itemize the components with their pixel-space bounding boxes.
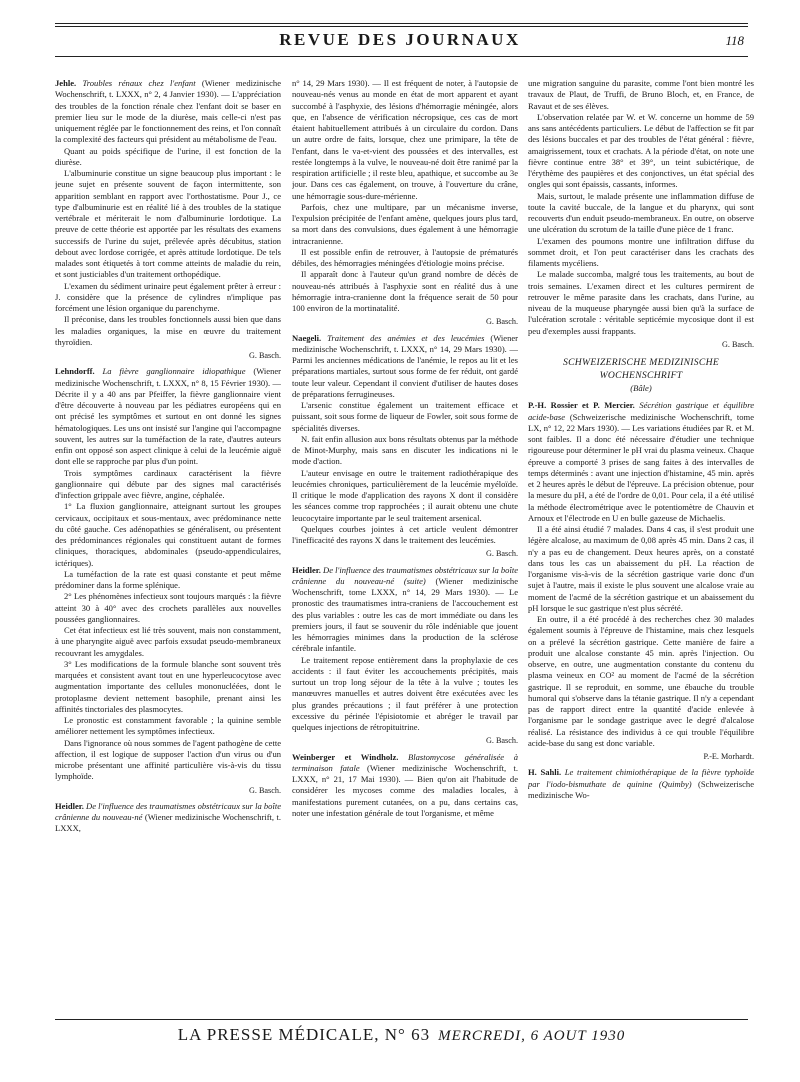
footer-date: MERCREDI, 6 AOUT 1930 (438, 1028, 626, 1044)
article (292, 333, 518, 560)
article-paragraph: La tuméfaction de la rate est quasi constante et peut même prédominer dans la forme splénique. (55, 568, 281, 590)
article-text: (Wiener medizinische Wochenschrift, t. LXXX, (55, 812, 281, 834)
article-paragraph: Le pronostic est constamment favorable ; la quinine semble améliorer nettement les symptômes infectieux. (55, 715, 281, 737)
article-author: Jehle. (55, 78, 77, 88)
article (528, 400, 754, 762)
article-paragraph (55, 366, 281, 467)
article-paragraph: Parfois, chez une multipare, par un mécanisme inverse, l'expulsion précipitée de l'enfant amène, quelques jours plus tard, sa mort dans des convulsions, dues également à une hémorragie intracranienne. (292, 201, 518, 246)
article-paragraph: n° 14, 29 Mars 1930). — Il est fréquent de noter, à l'autopsie de nouveau-nés venus au monde en état de mort apparent et ayant succombé à l'asphyxie, des lésions d'hémorragie méningée, alors que, en l'absence de vérification nécropsique, ces cas de mort étaient habituellement attribués à un circulaire du cordon. Dans un autre ordre de faits, lorsque, chez une primipare, la tête de l'enfant, dans le va-et-vient des poussées et des intervalles, est restée longtemps à la vulve, le nouveau-né doit être ranimé par la respiration artificielle ; il reste bleu, apathique, et succombe au 3e jour. Dans ces cas également, on trouve, à l'ouverture du crâne, une hémorragie sous-dure-mérienne. (292, 78, 518, 201)
article-text: (Wiener medizinische Wochenschrift, t. LXXX, n° 21, 17 Mai 1930). — Bien qu'on ait l'habitude de considérer les mycoses comme des maladies locales, à manifestations purement cutanées, on a pu, dans certains cas, noter une infestation générale de tout l'organisme, et même (292, 762, 518, 818)
article-paragraph: Il est possible enfin de retrouver, à l'autopsie de prématurés débiles, des hémorragies méningées d'étiologie moins précise. (292, 246, 518, 268)
article-title: Blastomycose généralisée à terminaison fatale (292, 751, 518, 773)
article-paragraph: L'auteur envisage en outre le traitement radiothérapique des leucémies chroniques, particulièrement de la leucémie myéloïde. Il critique le mode d'application des rayons X dont il considère les séances comme trop rapprochées ; il aurait obtenu une chute leucocytaire importante par le seul traitement arsenical. (292, 467, 518, 523)
article-title: Sécrétion gastrique et équilibre acide-base (528, 400, 754, 422)
article-text: (Wiener medizinische Wochenschrift, tome LXXX, n° 14, 29 Mars 1930). — Le pronostic des traumatismes intra-craniens de l'accouchement est des plus variables : outre les cas de mort immédiate ou dans les premiers jours, il faut se souvenir du rôle indéniable que jouent les hémorragies minimes dans la production de la sclérose cérébrale infantile. (292, 575, 518, 654)
article-signature: G. Basch. (485, 549, 518, 559)
article-paragraph (292, 565, 518, 655)
article-title: Troubles rénaux chez l'enfant (82, 78, 196, 88)
text-column-2 (292, 78, 518, 1016)
article-paragraph (528, 767, 754, 801)
article-text: (Wiener medizinische Wochenschrift, t. LXXX, n° 2, 4 Janvier 1930). — L'appréciation des troubles de la fonction rénale chez l'enfant doit se baser en premier lieu sur le mode de la diurèse, mais celle-ci n'est pas uniquement réglée par le fonctionnement des reins, et l'on connaît la complexité des facteurs qui président au métabolisme de l'eau. (55, 78, 281, 145)
article-paragraph: Le traitement repose entièrement dans la prophylaxie de ces accidents : il faut éviter les accouchements précipités, mais surtout un trop long séjour de la tête à la vulve ; toutes les manœuvres manuelles et autres doivent être exécutées avec les plus grandes précautions ; il faut préférer à une protection excessive du périnée l'épisiotomie et abréger le travail par quelques injections de rétropituitrine. (292, 654, 518, 732)
article-continuation (528, 78, 754, 350)
article-author: H. Sahli. (528, 767, 562, 778)
article (292, 752, 518, 820)
article-paragraph: L'arsenic constitue également un traitement efficace et puissant, soit sous forme de liqueur de Fowler, soit sous forme de spécialités diverses. (292, 400, 518, 433)
article-signature: G. Basch. (248, 351, 281, 360)
header-rule-bottom (55, 56, 748, 57)
article-title: Le traitement chimiothérapique de la fièvre typhoïde par l'iodo-bismuthate de quinine (Quimby) (528, 767, 754, 789)
article-title: De l'influence des traumatismes obstétricaux sur la boîte crânienne du nouveau-né (suite) (292, 564, 518, 586)
article (528, 767, 754, 801)
article-paragraph (292, 333, 518, 401)
article-signature: P.-E. Morhardt. (703, 752, 754, 761)
article-paragraph: L'examen du sédiment urinaire peut également prêter à erreur : J. considère que la présence de cylindres n'implique pas forcément une lésion organique du parenchyme. (55, 280, 281, 313)
article-title: Traitement des anémies et des leucémies (327, 332, 485, 343)
article-continuation (292, 78, 518, 328)
article-paragraph: Le malade succomba, malgré tous les traitements, au bout de trois semaines. L'examen direct et les cultures permirent de retrouver le même parasite dans les crachats, dans l'urine, au niveau de la muqueuse pharyngée aussi bien qu'à la surface de l'ulcération scrotale : véritable septicémie mycosique dont il est peu d'exemples aussi frappants. (528, 269, 754, 336)
article-author: P.-H. Rossier et P. Mercier. (528, 400, 635, 411)
article-paragraph: Il apparaît donc à l'auteur qu'un grand nombre de décès de nouveau-nés attribués à l'asphyxie sont en réalité dus à une hémorragie intra-cranienne dont la fréquence serait de 50 pour 100 environ de la mortinatalité. (292, 269, 518, 313)
text-column-3 (528, 78, 754, 1016)
article-paragraph: N. fait enfin allusion aux bons résultats obtenus par la méthode de Minot-Murphy, mais sans en discuter les indications ni le mode d'action. (292, 433, 518, 467)
article-text: (Wiener medizinische Wochenschrift, t. LXXX, n° 8, 15 Février 1930). — Décrite il y a 40 ans par Pfeiffer, la fièvre ganglionnaire vient d'être découverte à nouveau par les pédiatres européens qui en ont précisé les symptômes et surtout en ont donné les signes hématologiques. Les uns ont insisté sur l'angine qui l'accompagne souvent, les autres sur la tuméfaction de la rate, d'autres auteurs enfin ont opposé son aspect clinique à celui de la leucémie aiguë dont elle se rapproche par plus d'un point. (55, 366, 281, 467)
footer-journal: LA PRESSE MÉDICALE, N° 63 (177, 1025, 431, 1044)
article-paragraph: Mais, surtout, le malade présente une inflammation diffuse de toute la cavité buccale, de la langue et du pharynx, qui sont recouverts d'un enduit pseudo-membraneux. En outre, on observe une ulcération du scrotum de la taille d'une pièce de 1 franc. (528, 190, 754, 235)
article-author: Naegeli. (292, 332, 322, 343)
header-rule-top (55, 23, 748, 24)
article-paragraph: une migration sanguine du parasite, comme l'ont bien montré les travaux de Plaut, de Truffi, de Bruno Bloch, et, en France, de Ravaut et de ses élèves. (528, 78, 754, 111)
article-paragraph: Quant au poids spécifique de l'urine, il est fonction de la diurèse. (55, 145, 281, 167)
article-title: De l'influence des traumatismes obstétricaux sur la boîte crânienne du nouveau-né (55, 800, 281, 822)
article-signature: G. Basch. (248, 785, 281, 795)
page-footer (55, 1025, 748, 1045)
article-author: Heidler. (55, 800, 84, 811)
section-subheading: (Bâle) (630, 383, 652, 393)
article-paragraph: En outre, il a été procédé à des recherches chez 30 malades également soumis à l'épreuve de l'histamine, mais chez lesquels on a prélevé la sécrétion gastrique. Cette manière de faire a produit une alcalose constante 45 min. après l'injection. Ou observe, en outre, une augmentation constante du contenu du plasma veineux en CO² au moment de l'acmé de la sécrétion gastrique. Il se reproduit, en somme, une ébauche du trouble humoral qui s'observe dans la tétanie gastrique. Il n'y a cependant pas de rapport direct entre la quantité d'acide enlevée à l'organisme par le sondage gastrique avec le degré d'alcalose réalisé. La résistance des individus à ce qui trouble l'équilibre acide-base du sang est donc variable. (528, 614, 754, 748)
article-paragraph: 1° La fluxion ganglionnaire, atteignant surtout les groupes cervicaux, occipitaux et sous-mentaux, avec prédominance nette du côté gauche. Ces adénopathies se généralisent, ou présentent des prédominances régionales qui constituent autant de formes cliniques, thoraciques, abdominales (pseudo-appendiculaires, ictériques). (55, 501, 281, 568)
article-paragraph: 3° Les modifications de la formule blanche sont souvent très marquées et consistent avant tout en une hyperleucocytose avec augmentation importante des cellules mononucléées, dont le protoplasme devient nettement basophile, prenant ainsi les affinités tinctoriales des plasmocytes. (55, 658, 281, 714)
article-paragraph: Dans l'ignorance où nous sommes de l'agent pathogène de cette affection, il est logique de supposer l'action d'un virus ou d'un microbe présentant une affinité particulière vis-à-vis du tissu lymphoïde. (55, 737, 281, 782)
article-paragraph: Trois symptômes cardinaux caractérisent la fièvre ganglionnaire qui débute par des signes mal caractérisés d'infection grippale avec fièvre, angine, céphalée. (55, 467, 281, 500)
article-paragraph: Il préconise, dans les troubles fonctionnels aussi bien que dans les maladies organiques, la mise en œuvre du traitement thyroïdien. (55, 314, 281, 347)
article-signature: G. Basch. (721, 339, 754, 349)
article-text: (Wiener medizinische Wochenschrift, t. LXXX, n° 14, 29 Mars 1930). — Parmi les anciennes médications de l'anémie, le repos au lit et les préparations martiales, surtout sous forme de fer réduit, ont gardé toute leur valeur. Cependant il convient d'utiliser de hautes doses de préparations ferrugineuses. (292, 332, 518, 399)
article-paragraph: L'examen des poumons montre une infiltration diffuse du sommet droit, et l'on peut caractériser dans les crachats des filaments mycéliens. (528, 235, 754, 268)
article-paragraph: L'albuminurie constitue un signe beaucoup plus important : le jeune sujet en présente souvent de façon intermittente, son apparition semblant en rapport avec l'orthostatisme. Pour J., ce type d'albuminurie est en réalité lié à des troubles de la statique vertébrale et mériterait le nom d'albuminurie lordotique. La preuve de cette théorie est apportée par les résultats des examens successifs de l'urine du sujet, prélevée après décubitus, station debout avec lordose corrigée, et après attitude lordotique. De tels malades sont étiquetés à tort comme atteints de maladie du rein, et sont justiciables d'un traitement orthopédique. (55, 168, 281, 280)
article-author: Heidler. (292, 564, 321, 575)
article-paragraph: Il a été ainsi étudié 7 malades. Dans 4 cas, il s'est produit une légère alcalose, au maximum de 0,08 après 45 min. Dans 2 cas, il n'y a pas eu de changement. Deux heures après, on a constaté dans tous les cas un abaissement du pH. La réaction de l'organisme vis-à-vis de la sécrétion gastrique varie donc d'un sujet à l'autre, mais il existe le plus souvent une alcalose vraie au moment de l'acmé de la sécrétion gastrique et un abaissement du pH lorsque le suc gastrique n'est plus sécrété. (528, 524, 754, 613)
footer-rule (55, 1019, 748, 1020)
article-paragraph: Quelques courbes jointes à cet article veulent démontrer l'inefficacité des rayons X dans le traitement des leucémies. (292, 523, 518, 545)
article-paragraph (55, 78, 281, 146)
article-paragraph: Cet état infectieux est lié très souvent, mais non constamment, à une pharyngite aiguë avec parfois exsudat pseudo-membraneux recouvrant les amygdales. (55, 625, 281, 658)
article (292, 565, 518, 747)
article-paragraph: L'observation relatée par W. et W. concerne un homme de 59 ans sans antécédents particuliers. Le début de l'affection se fit par des lésions buccales et par des troubles de l'état général : fièvre, amaigrissement, toux et crachats. A la période d'état, on note une fièvre continue entre 38° et 39°, un teint subictérique, de l'érythème des paupières et des conjonctives, un état spécial des ongles qui sont épaissis, cassants, informes. (528, 111, 754, 190)
running-header-title: REVUE DES JOURNAUX (279, 30, 521, 49)
article-author: Weinberger et Windholz. (292, 751, 399, 762)
header-rule-top-double (55, 26, 748, 27)
article-paragraph (55, 801, 281, 835)
article-text: (Schweizerische medizinische Wo- (528, 778, 754, 800)
article (55, 801, 281, 835)
article-title: La fièvre ganglionnaire idiopathique (102, 366, 246, 377)
section-heading: SCHWEIZERISCHE MEDIZINISCHE WOCHENSCHRIFT (563, 357, 719, 381)
article (55, 78, 281, 361)
text-column-1 (55, 78, 281, 1016)
article-paragraph (292, 752, 518, 820)
article (55, 366, 281, 796)
article-paragraph: 2° Les phénomènes infectieux sont toujours marqués : la fièvre atteint 30 à 40° avec des crochets parallèles aux nouvelles poussées ganglionnaires. (55, 591, 281, 624)
article-signature: G. Basch. (485, 736, 518, 746)
article-signature: G. Basch. (485, 317, 518, 327)
article-author: Lehndorff. (55, 366, 95, 377)
article-paragraph (528, 400, 754, 524)
article-text: (Schweizerische medizinische Wochenschrift, tome LX, n° 12, 22 Mars 1930). — Les variations étudiées par R. et M. sont faibles. Il a donc été nécessaire d'étudier une technique rigoureuse pour déterminer le pH vrai du plasma veineux. Chaque épreuve a comporté 3 prises de sang faites à des intervalles de temps déterminés : avant une injection d'histamine, 45 min. après et 2 heures après le début de l'épreuve. La précision obtenue, pour la mesure du pH, a été de l'ordre de 0,01. Pour cela, il a été utilisé la méthode électrométrique avec le potentiomètre de Chauvin et Arnoux et l'électrode en U en bulle gazeuse de Michaelis. (528, 411, 754, 523)
page-number: 118 (725, 33, 744, 48)
